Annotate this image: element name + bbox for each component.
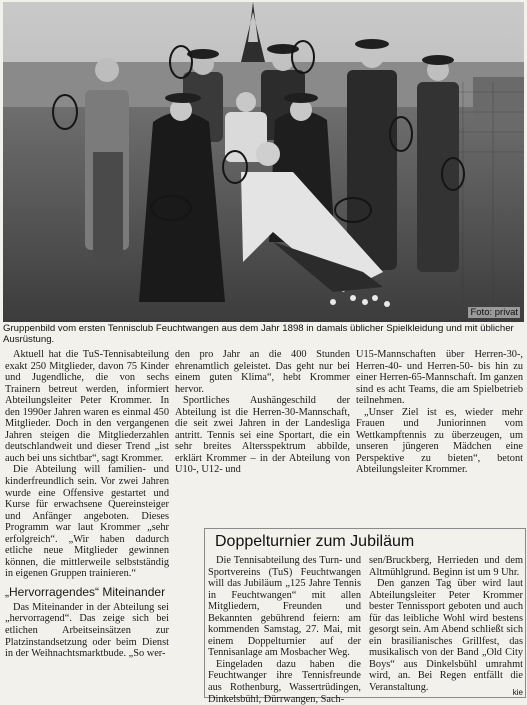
photo-credit: Foto: privat — [470, 307, 518, 318]
article-paragraph: Aktuell hat die TuS-Tennisabteilung exakt 250 Mitglieder, davon 75 Kinder und Jugendliche, die von sechs Trainern betreut werden, informiert Abteilungsleiter Peter Krommer. In den 1990er Jahren waren es einmal 450 Mitglieder. Doch in den vergangenen Jahren steigen die Mitgliederzahlen deutschlandweit und dieser Trend „ist auch bei uns sichtbar“, sagt Krommer. — [5, 349, 169, 464]
article-paragraph: U15-Mannschaften über Herren-30-, Herren-40- und Herren-50- bis hin zu einer Herren-65-Mannschaft. Im ganzen sind es acht Teams, die am Spielbetrieb teilnehmen. — [356, 349, 523, 407]
article-column-3 — [356, 349, 523, 476]
article-paragraph: den pro Jahr an die 400 Stunden ehrenamtlich geleistet. Das geht nur bei einem guten Klima“, hebt Krommer hervor. — [175, 349, 350, 395]
info-box-title: Doppelturnier zum Jubiläum — [215, 533, 415, 550]
historic-group-photo — [3, 2, 524, 322]
article-paragraph: „Unser Ziel ist es, wieder mehr Frauen und Juniorinnen vom Wettkampftennis zu überzeugen, um unseren jüngeren Mädchen eine Perspektive zu bieten“, betont Abteilungsleiter Krommer. — [356, 406, 523, 476]
photo-caption: Gruppenbild vom ersten Tennisclub Feuchtwangen aus dem Jahr 1898 in damals üblicher Spielkleidung und mit üblicher Ausrüstung. — [3, 323, 514, 345]
article-column-1 — [5, 349, 169, 660]
info-box-paragraph: sen/Bruckberg, Herrieden und dem Altmühlgrund. Beginn ist um 9 Uhr. — [369, 555, 523, 578]
article-paragraph: Das Miteinander in der Abteilung sei „hervorragend“. Das zeige sich bei etlichen Arbeitseinsätzen zur Platzinstandsetzung oder beim Dienst in der Weihnachtsmarktbude. „So wer- — [5, 601, 169, 660]
info-box-column-1 — [208, 555, 361, 705]
info-box-paragraph: Die Tennisabteilung des Turn- und Sportvereins (TuS) Feuchtwangen will das Jubiläum „125 Jahre Tennis in Feuchtwangen“ mit allen Mitgliedern, Freunden und Bekannten gebührend feiern: am kommenden Samstag, 27. Mai, mit einem Doppelturnier auf der Tennisanlage am Mosbacher Weg. — [208, 555, 361, 659]
author-initials: kie — [512, 688, 523, 697]
info-box-paragraph: Den ganzen Tag über wird laut Abteilungsleiter Peter Krommer bester Tennissport geboten und auch für das leibliche Wohl wird bestens gesorgt sein. Am Abend schließt sich ein brasilianisches Grillfest, das musikalisch von der Band „Old City Boys“ aus Dinkelsbühl umrahmt wird, an. Bei Regen entfällt die Veranstaltung. — [369, 578, 523, 694]
article-paragraph: Die Abteilung will familien- und kinderfreundlich sein. Vor zwei Jahren wurde eine Offensive gestartet und Kurse für erwachsene Quereinsteiger und Anfänger angeboten. Dieses Programm war laut Krommer „sehr erfolgreich“. „Wir haben dadurch etliche neue Mitglieder gewinnen können, die mittlerweile selbstständig in eigenen Gruppen trainieren.“ — [5, 464, 169, 580]
article-paragraph: Sportliches Aushängeschild der Abteilung ist die Herren-30-Mannschaft, die seit zwei Jahren in der Landesliga antritt. Tennis sei eine Sportart, die ein sehr breites Altersspektrum abbilde, erklärt Krommer – in der Abteilung von U10-, U12- und — [175, 395, 350, 476]
article-column-2 — [175, 349, 350, 476]
photo-illustration — [3, 2, 524, 322]
article-subheading: „Hervorragendes“ Miteinander — [5, 584, 166, 599]
info-box-column-2 — [369, 555, 523, 694]
info-box-paragraph: Eingeladen dazu haben die Feuchtwanger ihre Tennisfreunde aus Rothenburg, Wassertrüdingen, Dinkelsbühl, Dürrwangen, Sach- — [208, 658, 361, 705]
